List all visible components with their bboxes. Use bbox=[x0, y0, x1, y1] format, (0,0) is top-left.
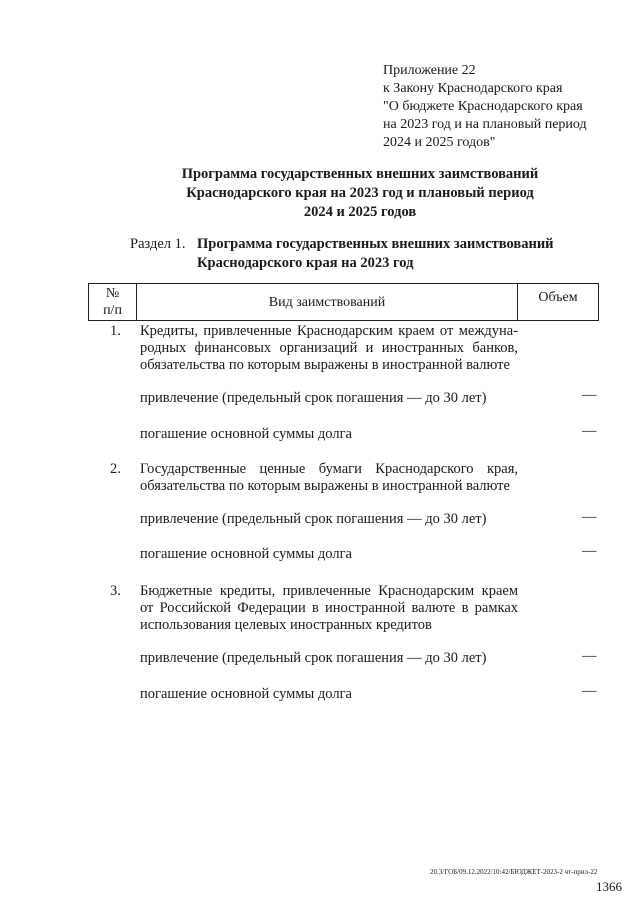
item-row-value: — bbox=[582, 423, 597, 439]
section-title-line: Программа государственных внешних заимствований bbox=[197, 236, 554, 252]
item-number: 2. bbox=[110, 461, 121, 477]
item-description: Кредиты, привлеченные Краснодарским краем от междуна-родных финансовых организаций и иностранных банков, обязательства по которым выражены в иностранной валюте bbox=[140, 323, 518, 373]
appendix-block bbox=[383, 62, 587, 152]
item-row-value: — bbox=[582, 683, 597, 699]
page-number: 1366 bbox=[596, 879, 622, 894]
item-description: Государственные ценные бумаги Краснодарского края, обязательства по которым выражены в иностранной валюте bbox=[140, 461, 518, 494]
header-cell-volume: Объем bbox=[518, 284, 599, 321]
item-row-value: — bbox=[582, 543, 597, 559]
header-number-abbr: п/п bbox=[103, 303, 122, 318]
section-title-line: Краснодарского края на 2023 год bbox=[197, 255, 414, 271]
appendix-line: Приложение 22 bbox=[383, 63, 476, 78]
appendix-line: 2024 и 2025 годов" bbox=[383, 135, 496, 150]
appendix-line: к Закону Краснодарского края bbox=[383, 81, 563, 96]
item-row-label: погашение основной суммы долга bbox=[140, 686, 352, 702]
table-header bbox=[88, 283, 599, 321]
item-number: 3. bbox=[110, 583, 121, 599]
title-line: Программа государственных внешних заимствований bbox=[181, 166, 539, 182]
footer-code: 20.3/ГОБ/09.12.2022/10:42/БЮДЖЕТ-2023-2 чт-прил-22 bbox=[430, 868, 598, 876]
appendix-line: "О бюджете Краснодарского края bbox=[383, 99, 583, 114]
header-cell-number bbox=[89, 284, 137, 321]
header-number-sign: № bbox=[105, 286, 120, 301]
title-line: Краснодарского края на 2023 год и плановый период bbox=[186, 185, 534, 201]
item-row-value: — bbox=[582, 387, 597, 403]
document-title bbox=[120, 165, 600, 222]
item-row-label: погашение основной суммы долга bbox=[140, 546, 352, 562]
header-cell-kind: Вид заимствований bbox=[137, 284, 518, 321]
title-line: 2024 и 2025 годов bbox=[303, 204, 417, 220]
appendix-line: на 2023 год и на плановый период bbox=[383, 117, 587, 132]
item-description: Бюджетные кредиты, привлеченные Краснодарским краем от Российской Федерации в иностранной валюте в рамках использования целевых иностранных кредитов bbox=[140, 583, 518, 633]
item-row-label: привлечение (предельный срок погашения — до 30 лет) bbox=[140, 650, 487, 666]
item-row-label: привлечение (предельный срок погашения — до 30 лет) bbox=[140, 511, 487, 527]
section-title bbox=[197, 235, 554, 273]
item-row-label: погашение основной суммы долга bbox=[140, 426, 352, 442]
item-number: 1. bbox=[110, 323, 121, 339]
item-row-label: привлечение (предельный срок погашения — до 30 лет) bbox=[140, 390, 487, 406]
item-row-value: — bbox=[582, 648, 597, 664]
section-number: Раздел 1. bbox=[130, 236, 186, 252]
item-row-value: — bbox=[582, 509, 597, 525]
